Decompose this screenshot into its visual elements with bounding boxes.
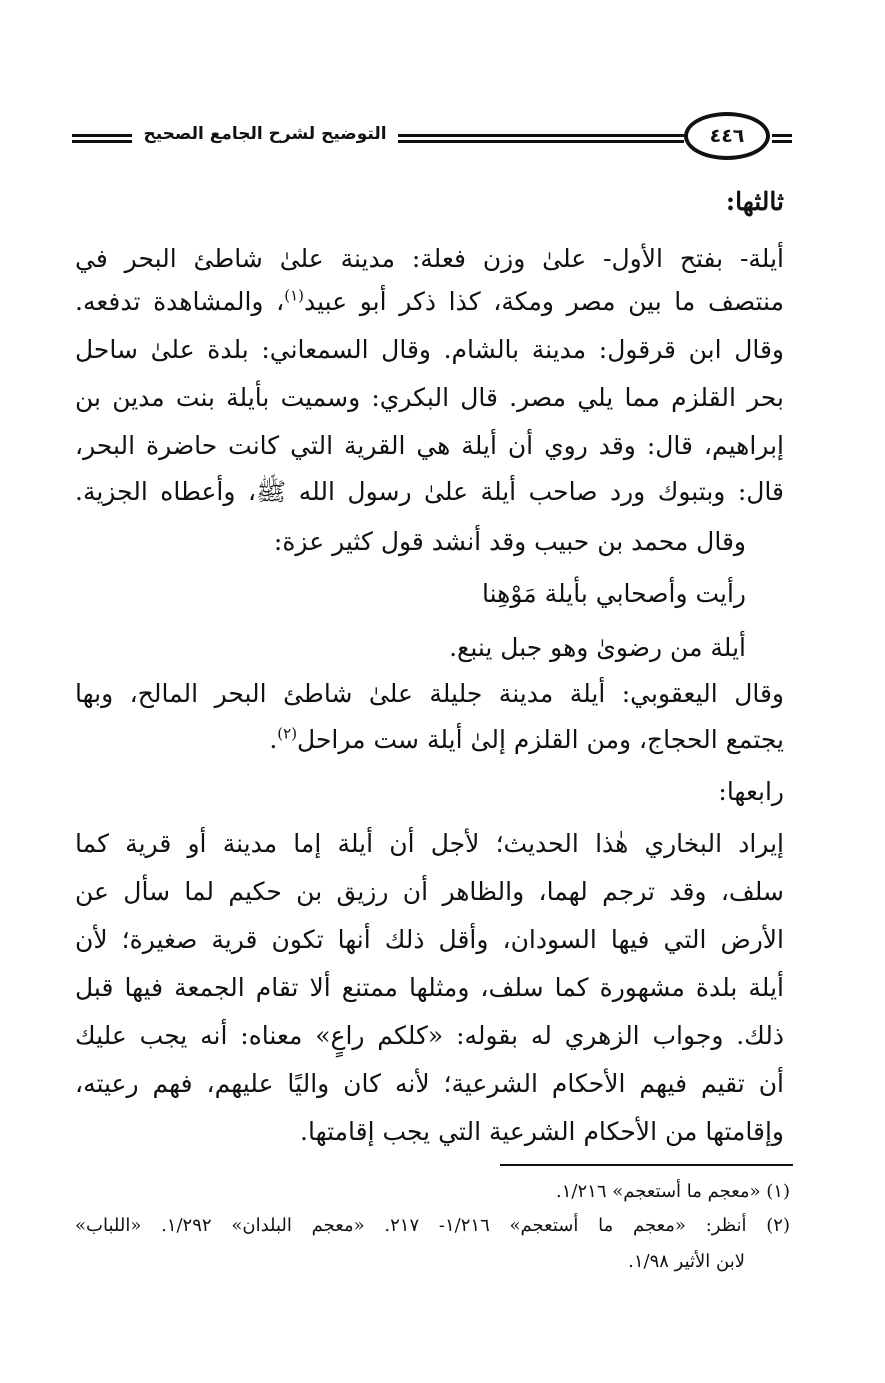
verse-line: رأيت وأصحابي بأيلة مَوْهِنا	[481, 579, 746, 608]
text-line: قال: وبتبوك ورد صاحب أيلة علىٰ رسول الله ﷺ، وأعطاه الجزية.	[75, 477, 784, 506]
text-line: أن تقيم فيهم الأحكام الشرعية؛ لأنه كان واليًا عليهم، فهم رعيته،	[75, 1069, 784, 1098]
text-line	[269, 714, 784, 766]
book-title: التوضيح لشرح الجامع الصحيح	[143, 124, 387, 144]
text-segment: منتصف ما بين مصر ومكة، كذا ذكر أبو عبيد	[303, 287, 784, 316]
footnote-1: (١) «معجم ما أستعجم» ١/٢١٦.	[556, 1181, 790, 1202]
text-segment: .	[269, 725, 278, 754]
footnote-2-continued: لابن الأثير ١/٩٨.	[628, 1251, 745, 1272]
text-line	[75, 276, 784, 328]
text-line: أيلة بلدة مشهورة كما سلف، ومثلها ممتنع ألا تقام الجمعة فيها قبل	[75, 973, 784, 1002]
header-rule-left	[72, 134, 132, 143]
text-line: بحر القلزم مما يلي مصر. قال البكري: وسميت بأيلة بنت مدين بن	[75, 383, 784, 412]
page-number-frame	[684, 112, 770, 160]
footnote-ref-2: (٢)	[277, 724, 298, 743]
footnote-2: (٢) أنظر: «معجم ما أستعجم» ١/٢١٦- ٢١٧. «معجم البلدان» ١/٢٩٢. «اللباب»	[75, 1215, 790, 1236]
header-rule-middle	[398, 134, 684, 143]
text-line: إيراد البخاري هٰذا الحديث؛ لأجل أن أيلة إما مدينة أو قرية كما	[75, 829, 784, 858]
text-line: سلف، وقد ترجم لهما، والظاهر أن رزيق بن حكيم لما سأل عن	[75, 877, 784, 906]
page-number: ٤٤٦	[709, 125, 745, 147]
text-line: الأرض التي فيها السودان، وأقل ذلك أنها تكون قرية صغيرة؛ لأن	[75, 925, 784, 954]
section-heading-fourth: رابعها:	[718, 777, 784, 806]
text-line: أيلة- بفتح الأول- علىٰ وزن فعلة: مدينة علىٰ شاطئ البحر في	[75, 244, 784, 273]
section-heading-third: ثالثها:	[725, 187, 784, 216]
header-rule-right	[772, 134, 792, 143]
text-line: وقال اليعقوبي: أيلة مدينة جليلة علىٰ شاطئ البحر المالح، وبها	[75, 679, 784, 708]
text-line: إبراهيم، قال: وقد روي أن أيلة هي القرية التي كانت حاضرة البحر،	[75, 431, 784, 460]
running-header	[72, 112, 792, 162]
text-line: أيلة من رضوىٰ وهو جبل ينبع.	[449, 633, 746, 662]
text-segment: ، والمشاهدة تدفعه.	[75, 287, 285, 316]
text-segment: يجتمع الحجاج، ومن القلزم إلىٰ أيلة ست مراحل	[297, 725, 784, 754]
text-line: وإقامتها من الأحكام الشرعية التي يجب إقامتها.	[300, 1117, 784, 1146]
text-line: وقال ابن قرقول: مدينة بالشام. وقال السمعاني: بلدة علىٰ ساحل	[75, 335, 784, 364]
text-line: ذلك. وجواب الزهري له بقوله: «كلكم راعٍ» معناه: أنه يجب عليك	[75, 1021, 784, 1050]
text-line: وقال محمد بن حبيب وقد أنشد قول كثير عزة:	[273, 527, 746, 556]
footnote-ref-1: (١)	[284, 286, 304, 305]
footnote-separator	[500, 1164, 793, 1166]
